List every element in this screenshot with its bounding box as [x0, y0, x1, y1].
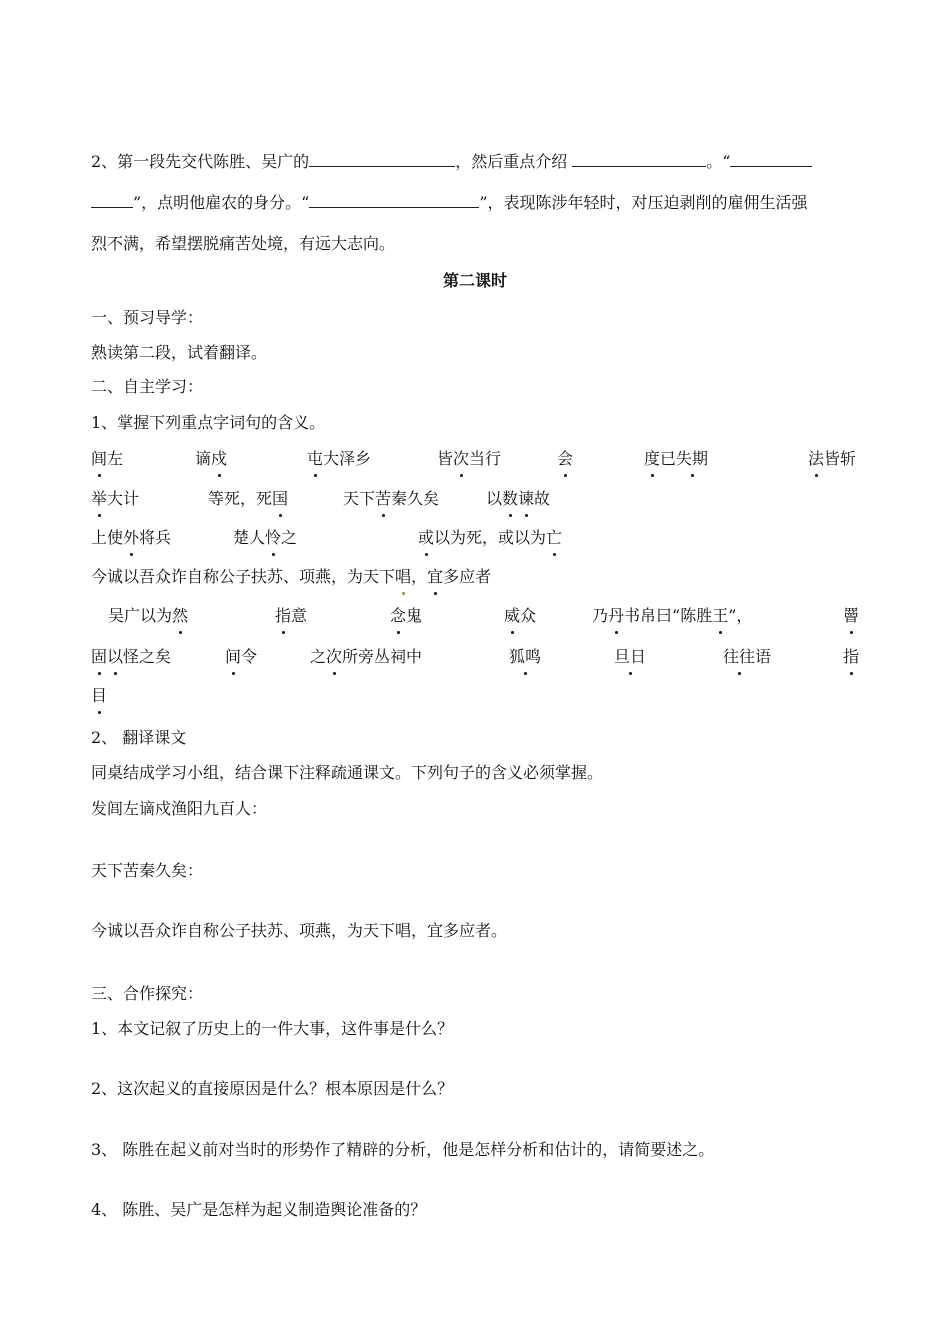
answer-blank-3b[interactable]	[91, 192, 133, 208]
cooperate-heading: 三、合作探究：	[91, 984, 204, 1003]
question-2-text-a: 2、第一段先交代陈胜、吴广的	[91, 152, 310, 171]
term-item: 狐鸣	[509, 647, 542, 666]
cooperate-question-2: 2、这次起义的直接原因是什么？根本原因是什么？	[91, 1079, 454, 1098]
question-2-line-1	[91, 151, 812, 173]
term-item: 或以为死，或以为亡	[418, 528, 563, 547]
preview-heading: 一、预习导学：	[91, 308, 204, 327]
self-study-item-2-text: 同桌结成学习小组，结合课下注释疏通课文。下列句子的含义必须掌握。	[91, 763, 604, 782]
term-item: 吴广以为然	[108, 606, 189, 625]
term-item: 罾	[843, 606, 860, 625]
term-item: 固以怪之矣	[91, 647, 172, 666]
answer-blank-3a[interactable]	[730, 151, 812, 167]
term-item: 往往语	[723, 647, 772, 666]
question-2-text-d: ”，点明他雇农的身分。“	[133, 193, 310, 212]
answer-blank-1[interactable]	[309, 151, 455, 167]
cooperate-question-1: 1、本文记叙了历史上的一件大事，这件事是什么？	[91, 1019, 454, 1038]
question-2-line-3: 烈不满，希望摆脱痛苦处境，有远大志向。	[91, 234, 396, 253]
term-item: 旦日	[614, 647, 647, 666]
term-item: 威众	[504, 606, 537, 625]
term-item: 谪戍	[195, 449, 228, 468]
term-item: 度已失期	[644, 449, 709, 468]
term-item: 法皆斩	[808, 449, 857, 468]
question-2-text-e: ”，表现陈涉年轻时，对压迫剥削的雇佣生活强	[479, 193, 808, 212]
preview-text: 熟读第二段，试着翻译。	[91, 343, 268, 362]
cooperate-question-4: 4、 陈胜、吴广是怎样为起义制造舆论准备的？	[91, 1200, 427, 1219]
translate-sentence-2: 天下苦秦久矣：	[91, 861, 204, 880]
answer-blank-4[interactable]	[309, 192, 479, 208]
term-item: 指意	[275, 606, 308, 625]
term-item: 等死，死国	[208, 489, 289, 508]
self-study-heading: 二、自主学习：	[91, 377, 204, 396]
term-sentence: 今诚以吾众诈自称公子扶苏、项燕，为天下唱，宜多应者	[91, 567, 492, 586]
term-item: 楚人怜之	[233, 528, 298, 547]
term-item: 举大计	[91, 489, 140, 508]
question-2-text-b: ，然后重点介绍	[455, 152, 568, 171]
term-item: 以数谏故	[486, 489, 551, 508]
self-study-item-1: 1、掌握下列重点字词句的含义。	[91, 413, 326, 432]
term-item: 天下苦秦久矣	[343, 489, 440, 508]
lesson-title: 第二课时	[442, 271, 507, 290]
translate-sentence-3: 今诚以吾众诈自称公子扶苏、项燕，为天下唱，宜多应者。	[91, 921, 508, 940]
term-item: 念鬼	[390, 606, 423, 625]
translate-sentence-1: 发闾左谪戍渔阳九百人：	[91, 799, 268, 818]
question-2-line-2	[91, 192, 808, 214]
answer-blank-2[interactable]	[572, 151, 706, 167]
term-item: 乃丹书帛曰“陈胜王”，	[592, 606, 753, 625]
term-item: 目	[91, 686, 108, 705]
cooperate-question-3: 3、 陈胜在起义前对当时的形势作了精辟的分析，他是怎样分析和估计的，请简要述之。	[91, 1140, 715, 1159]
question-2-text-c: 。“	[706, 152, 731, 171]
term-item: 皆次当行	[437, 449, 502, 468]
term-item: 上使外将兵	[91, 528, 172, 547]
self-study-item-2: 2、 翻译课文	[91, 728, 187, 747]
term-item: 之次所旁丛祠中	[310, 647, 423, 666]
term-item: 闾左	[91, 449, 124, 468]
term-item: 屯大泽乡	[307, 449, 372, 468]
term-item: 指	[843, 647, 860, 666]
term-item: 间令	[225, 647, 258, 666]
term-item: 会	[557, 449, 574, 468]
